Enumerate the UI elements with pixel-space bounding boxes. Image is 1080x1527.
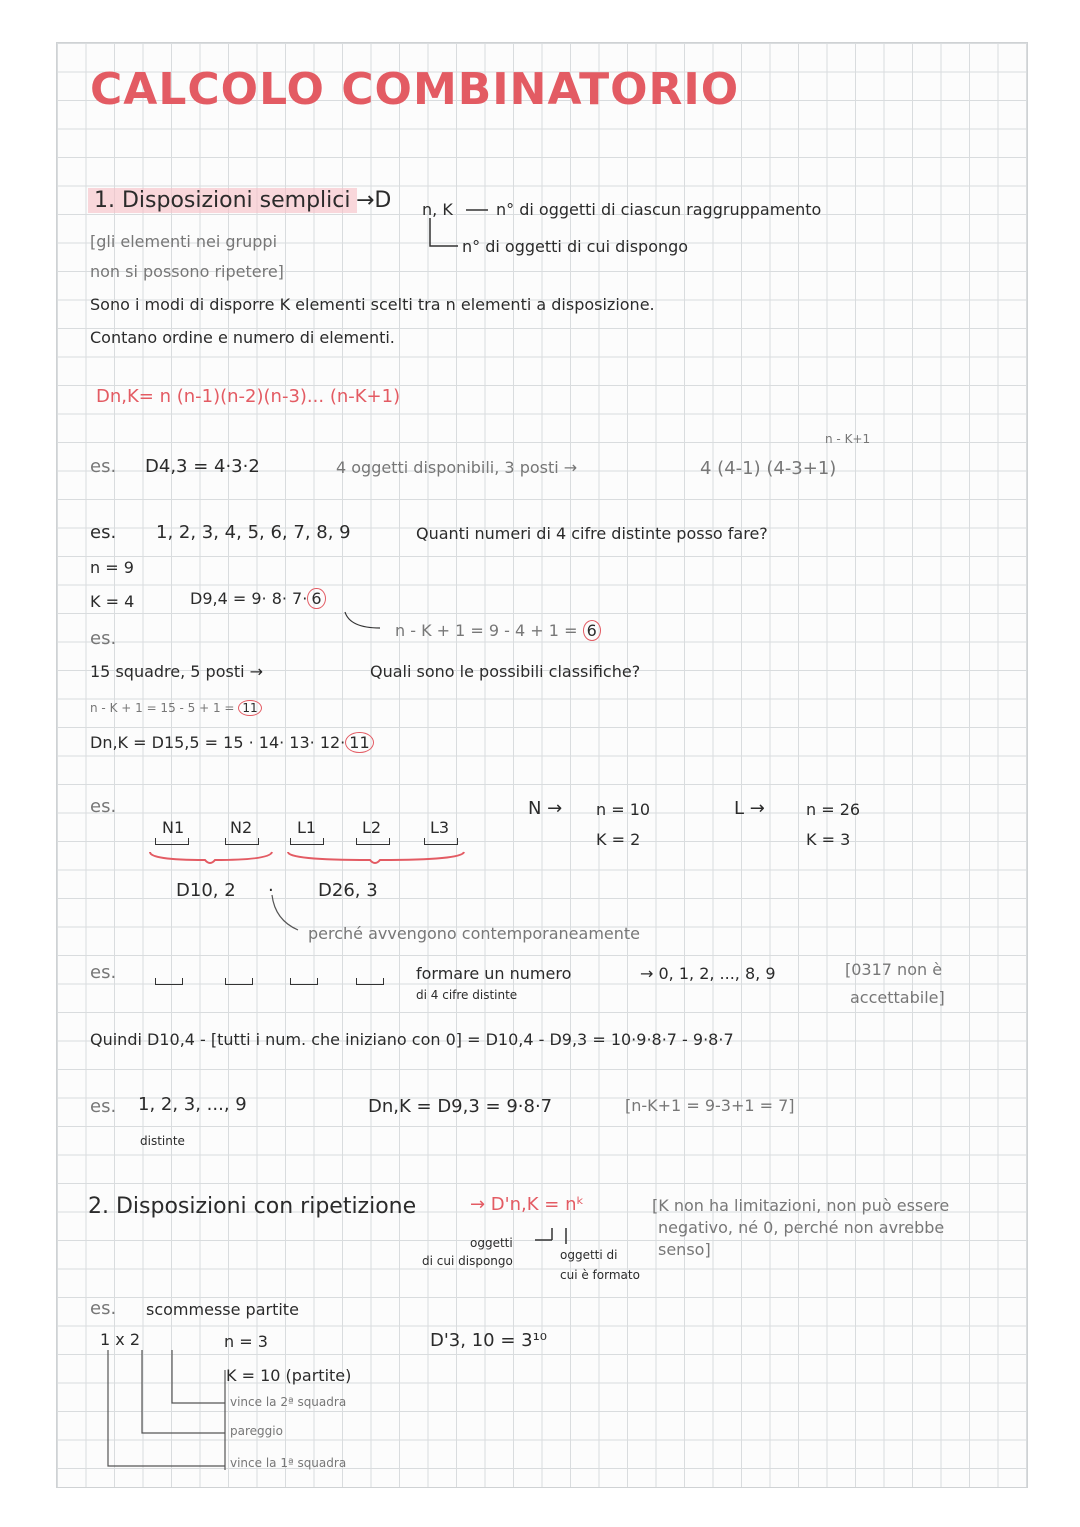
ex5-slot-4 — [356, 978, 384, 985]
ex7-options: 1 x 2 — [100, 1330, 140, 1349]
ex1-calc: 4 (4-1) (4-3+1) — [700, 458, 837, 479]
ex4-l-arrow: L → — [734, 798, 765, 819]
ex3-calc: n - K + 1 = 15 - 5 + 1 = 11 — [90, 700, 262, 716]
slot-l2-label: L2 — [362, 818, 382, 837]
ex6-distinte: distinte — [140, 1134, 185, 1148]
ex2-calc: n - K + 1 = 9 - 4 + 1 = 6 — [395, 620, 601, 641]
ex5-slot-3 — [290, 978, 318, 985]
ex4-ln-value: n = 26 — [806, 800, 861, 819]
definition-line-2: Contano ordine e numero di elementi. — [90, 328, 395, 347]
ex7-label: es. — [90, 1298, 117, 1319]
ex6-digits: 1, 2, 3, ..., 9 — [138, 1094, 247, 1115]
sec2-note-2: negativo, né 0, perché non avrebbe — [658, 1218, 945, 1237]
ex7-outcome-x: pareggio — [230, 1424, 283, 1438]
slot-l1-label: L1 — [297, 818, 317, 837]
slot-l2 — [356, 838, 390, 845]
ex7-outcome-2: vince la 2ª squadra — [230, 1395, 347, 1409]
sec2-note-3: senso] — [658, 1240, 711, 1259]
note-line-2: non si possono ripetere] — [90, 262, 284, 281]
k-description: n° di oggetti di ciascun raggruppamento — [496, 200, 822, 219]
page-title: CALCOLO COMBINATORIO — [90, 64, 740, 115]
ex5-quindi: Quindi D10,4 - [tutti i num. che iniziano con 0] = D10,4 - D9,3 = 10·9·8·7 - 9·8·7 — [90, 1030, 734, 1049]
sec2-label-2: di cui dispongo — [422, 1254, 513, 1268]
ex6-label: es. — [90, 1096, 117, 1117]
formula-repetition: → D'n,K = nᵏ — [470, 1194, 585, 1215]
ex1-top-label: n - K+1 — [825, 432, 871, 446]
ex2-digits: 1, 2, 3, 4, 5, 6, 7, 8, 9 — [156, 522, 351, 543]
ex4-k-value: K = 2 — [596, 830, 641, 849]
sec2-note-1: [K non ha limitazioni, non può essere — [652, 1196, 950, 1215]
ex4-lk-value: K = 3 — [806, 830, 851, 849]
ex1-description: 4 oggetti disponibili, 3 posti → — [336, 458, 578, 477]
n-description: n° di oggetti di cui dispongo — [462, 237, 689, 256]
ex5-slot-2 — [225, 978, 253, 985]
ex4-dot: · — [268, 880, 274, 901]
slot-n1-label: N1 — [162, 818, 185, 837]
ex5-note-2: accettabile] — [850, 988, 945, 1007]
ex3-expression: Dn,K = D15,5 = 15 · 14· 13· 12· 11 — [90, 732, 374, 753]
ex6-calc: [n-K+1 = 9-3+1 = 7] — [625, 1096, 795, 1115]
ex7-k: K = 10 (partite) — [226, 1366, 352, 1385]
section-2-heading: 2. Disposizioni con ripetizione — [88, 1194, 417, 1219]
ex4-note: perché avvengono contemporaneamente — [308, 924, 641, 943]
sec2-label-1: oggetti — [470, 1236, 513, 1250]
ex2-n: n = 9 — [90, 558, 134, 577]
ex5-desc-1: formare un numero — [416, 964, 572, 983]
slot-n2-label: N2 — [230, 818, 253, 837]
slot-l3 — [424, 838, 458, 845]
symbol-subscript: n, K — [422, 200, 453, 219]
ex5-desc-2: di 4 cifre distinte — [416, 988, 518, 1002]
ex5-note-1: [0317 non è — [845, 960, 943, 979]
slot-n2 — [225, 838, 259, 845]
ex7-expression: D'3, 10 = 3¹⁰ — [430, 1330, 548, 1351]
ex1-expression: D4,3 = 4·3·2 — [145, 456, 260, 477]
ex4-label: es. — [90, 796, 117, 817]
symbol-d: →D — [356, 188, 392, 213]
ex4-d1: D10, 2 — [176, 880, 236, 901]
sec2-label-4: cui è formato — [560, 1268, 640, 1282]
definition-line-1: Sono i modi di disporre K elementi scelti tra n elementi a disposizione. — [90, 295, 655, 314]
formula-simple: Dn,K= n (n-1)(n-2)(n-3)... (n-K+1) — [96, 386, 401, 407]
ex7-outcome-1: vince la 1ª squadra — [230, 1456, 347, 1470]
ex1-label: es. — [90, 456, 117, 477]
note-line-1: [gli elementi nei gruppi — [90, 232, 278, 251]
ex2-label: es. — [90, 522, 117, 543]
ex7-description: scommesse partite — [146, 1300, 299, 1319]
ex2-expression: D9,4 = 9· 8· 7· 6 — [190, 588, 326, 609]
ex3-question: Quali sono le possibili classifiche? — [370, 662, 641, 681]
ex4-d2: D26, 3 — [318, 880, 378, 901]
ex4-n-value: n = 10 — [596, 800, 651, 819]
sec2-label-3: oggetti di — [560, 1248, 618, 1262]
ex5-digits: → 0, 1, 2, ..., 8, 9 — [640, 964, 776, 983]
ex5-label: es. — [90, 962, 117, 983]
slot-n1 — [155, 838, 189, 845]
ex3-description: 15 squadre, 5 posti → — [90, 662, 264, 681]
ex2-k: K = 4 — [90, 592, 135, 611]
ex3-label: es. — [90, 628, 117, 649]
section-1-heading: 1. Disposizioni semplici — [88, 188, 357, 213]
ex2-question: Quanti numeri di 4 cifre distinte posso fare? — [416, 524, 768, 543]
slot-l1 — [290, 838, 324, 845]
ex7-n: n = 3 — [224, 1332, 268, 1351]
slot-l3-label: L3 — [430, 818, 450, 837]
grid-paper — [56, 42, 1028, 1488]
ex6-expression: Dn,K = D9,3 = 9·8·7 — [368, 1096, 553, 1117]
ex5-slot-1 — [155, 978, 183, 985]
ex4-n-arrow: N → — [528, 798, 563, 819]
